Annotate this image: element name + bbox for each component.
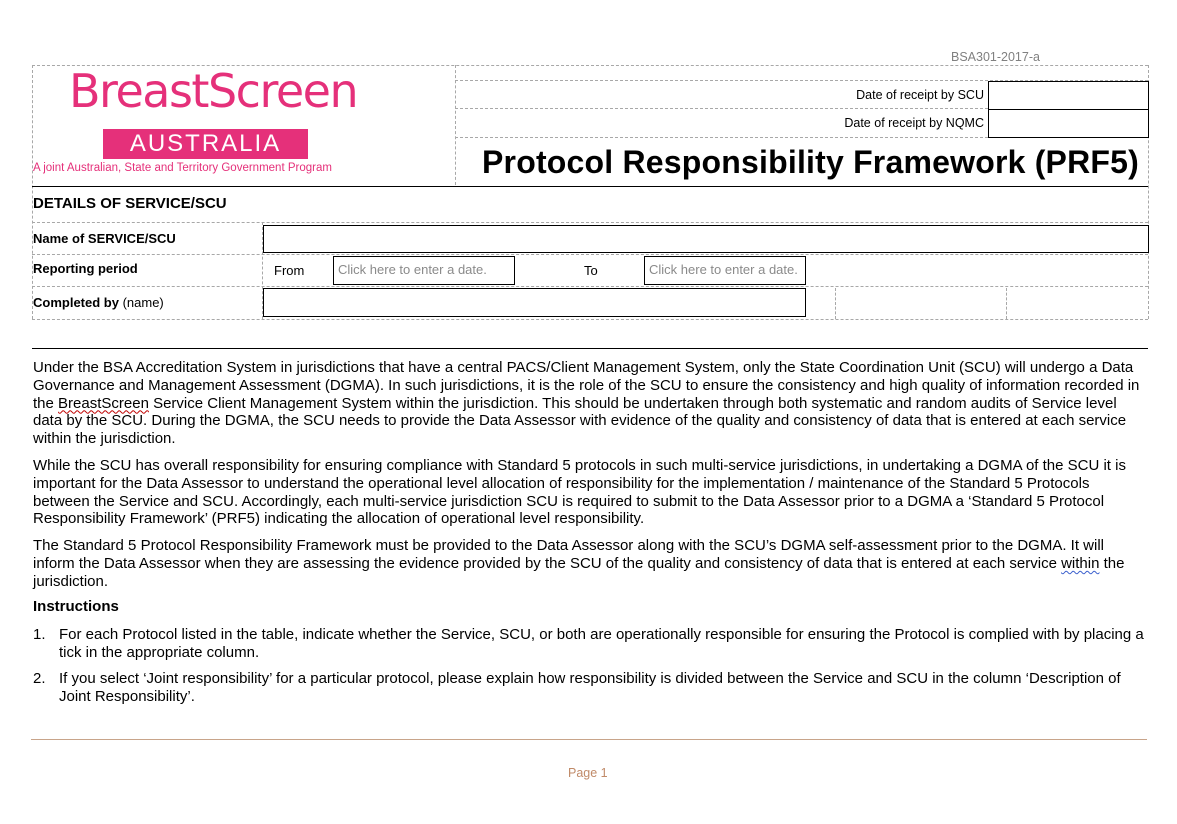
document-code: BSA301-2017-a <box>951 50 1040 64</box>
from-label: From <box>274 263 305 278</box>
details-heading: DETAILS OF SERVICE/SCU <box>33 195 227 212</box>
body-top-rule <box>32 348 1148 349</box>
instructions-heading: Instructions <box>33 598 119 615</box>
details-top-rule <box>32 186 1148 187</box>
paragraph-1-text-a: Under the BSA Accreditation System in jurisdictions that have a central PACS/Client Management System, only the State Coordination Unit (SCU) will undergo a Data Governance and Management Assessment (DGMA). In such jurisdictions, it is the role of the SCU to ensure the consistency and high quality of information recorded in the <box>33 359 1140 412</box>
header-row-line <box>455 137 988 138</box>
receipt-scu-label: Date of receipt by SCU <box>856 88 984 102</box>
completed-by-label <box>33 295 164 310</box>
paragraph-3 <box>33 537 1145 590</box>
breastscreen-logo <box>33 64 358 183</box>
receipt-nqmc-field[interactable] <box>988 109 1149 138</box>
reporting-period-label: Reporting period <box>33 261 138 276</box>
paragraph-1 <box>33 359 1145 448</box>
to-label: To <box>584 263 598 278</box>
receipt-scu-field[interactable] <box>988 81 1149 110</box>
instruction-item-2-text: If you select ‘Joint responsibility’ for a particular protocol, please explain how responsibility is divided between the Service and SCU in the column ‘Description of Joint Responsibility’. <box>59 670 1121 705</box>
paragraph-1-text-b: BreastScreen <box>58 394 149 412</box>
header-divider <box>455 65 456 185</box>
details-row-line <box>32 319 1148 320</box>
receipt-nqmc-label: Date of receipt by NQMC <box>844 116 984 130</box>
completed-by-label-strong: Completed by <box>33 295 119 310</box>
paragraph-2 <box>33 457 1145 528</box>
header-row-line <box>455 108 988 109</box>
completed-by-label-suffix: (name) <box>118 295 164 310</box>
page-number: Page 1 <box>568 766 608 780</box>
service-name-field[interactable] <box>263 225 1149 253</box>
service-name-label: Name of SERVICE/SCU <box>33 231 176 246</box>
paragraph-3-text-b: within <box>1061 554 1100 572</box>
instruction-item-1-text: For each Protocol listed in the table, indicate whether the Service, SCU, or both are operationally responsible for ensuring the Protocol is complied with by placing a tick in the appropriate column. <box>59 626 1144 661</box>
paragraph-2-text: While the SCU has overall responsibility for ensuring compliance with Standard 5 protocols in such multi-service jurisdictions, in undertaking a DGMA of the SCU it is important for the Data Assessor to understand the operational level allocation of responsibility for the implementation / maintenance of the Standard 5 Protocols between the Service and SCU. Accordingly, each multi-service jurisdiction SCU is required to submit to the Data Assessor prior to a DGMA a ‘Standard 5 Protocol Responsibility Framework’ (PRF5) indicating the allocation of operational level responsibility. <box>33 457 1126 528</box>
logo-tagline: A joint Australian, State and Territory Government Program <box>33 162 332 174</box>
instruction-item-2-number: 2. <box>33 670 46 687</box>
details-row-line <box>32 286 1148 287</box>
logo-australia-band: AUSTRALIA <box>103 129 308 159</box>
to-date-field[interactable]: Click here to enter a date. <box>644 256 806 285</box>
from-date-field[interactable]: Click here to enter a date. <box>333 256 515 285</box>
paragraph-1-text-c: Service Client Management System within the jurisdiction. This should be undertaken through both systematic and random audits of Service level data by the SCU. During the DGMA, the SCU needs to provide the Data Assessor with evidence of the quality and consistency of data that is entered at each service within the jurisdiction. <box>33 394 1127 448</box>
details-cell-line <box>835 288 836 319</box>
details-cell-line <box>1006 288 1007 319</box>
details-row-line <box>32 254 1148 255</box>
logo-wordmark: BreastScreen <box>69 64 358 118</box>
footer-rule <box>31 739 1147 740</box>
completed-by-field[interactable] <box>263 288 806 317</box>
paragraph-3-text-a: The Standard 5 Protocol Responsibility Framework must be provided to the Data Assessor along with the SCU’s DGMA self-assessment prior to the DGMA. It will inform the Data Assessor when they are assessing the evidence provided by the SCU of the quality and consistency of data that is entered at each service <box>33 537 1104 572</box>
details-row-line <box>32 222 1148 223</box>
instruction-item-1-number: 1. <box>33 626 46 643</box>
page-title: Protocol Responsibility Framework (PRF5) <box>482 144 1139 180</box>
paragraph-3-text-c: the jurisdiction. <box>33 554 1125 590</box>
